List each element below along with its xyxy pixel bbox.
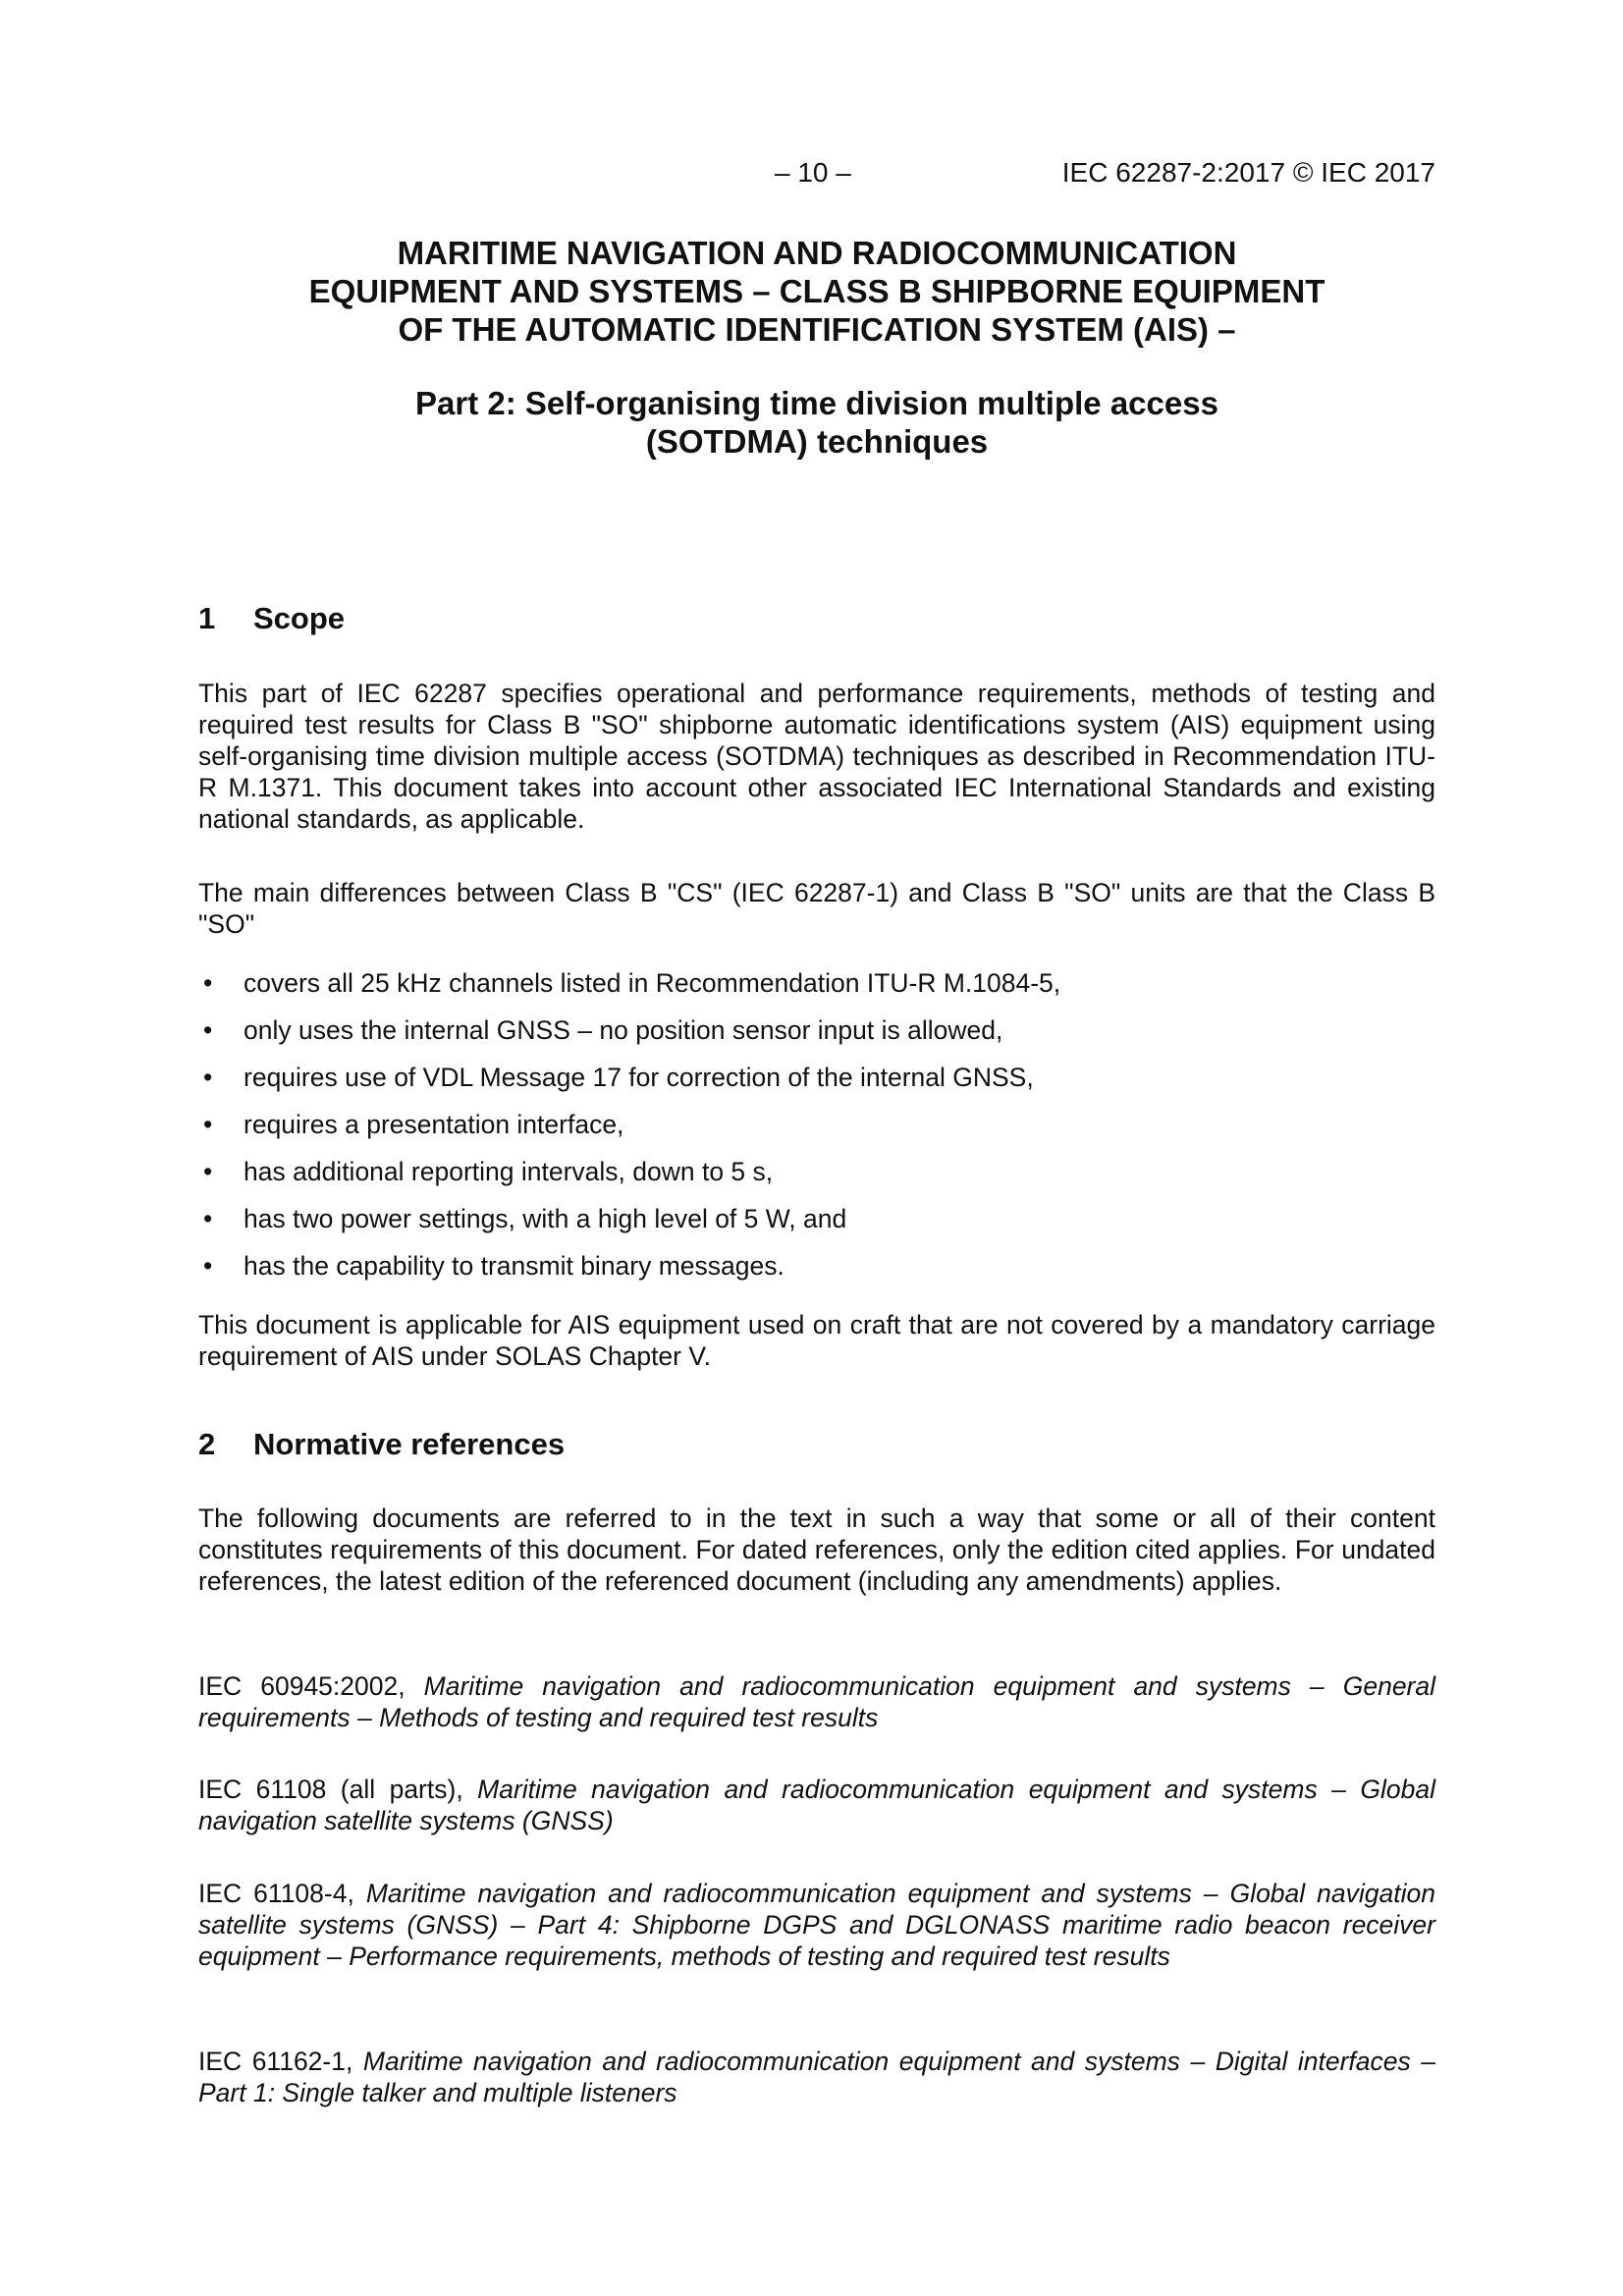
paragraph: This document is applicable for AIS equipment used on craft that are not covered by a mandatory carriage requirement of AIS under SOLAS Chapter V. [198, 1310, 1435, 1371]
page-header [198, 157, 1435, 196]
paragraph: This part of IEC 62287 specifies operational and performance requirements, methods of testing and required test results for Class B "SO" shipborne automatic identifications system (AIS) equipment using self-organising time division multiple access (SOTDMA) techniques as described in Recommendation ITU-R M.1371. This document takes into account other associated IEC International Standards and existing national standards, as applicable. [198, 679, 1435, 834]
document-title [198, 234, 1435, 461]
normative-intro [198, 1503, 1435, 1597]
reference-entry [198, 2046, 1435, 2108]
bullet-icon: • [203, 1015, 213, 1045]
list-item-text: only uses the internal GNSS – no position sensor input is allowed, [243, 1015, 1003, 1045]
section-title: Scope [253, 601, 346, 635]
scope-paragraph-2 [198, 877, 1435, 940]
main-title-line: OF THE AUTOMATIC IDENTIFICATION SYSTEM (AIS) – [398, 311, 1236, 348]
section-number: 1 [198, 601, 216, 635]
paragraph: The following documents are referred to in the text in such a way that some or all of their content constitutes requirements of this document. For dated references, only the edition cited applies. For undated references, the latest edition of the referenced document (including any amendments) applies. [198, 1503, 1435, 1596]
reference-entry [198, 1878, 1435, 1972]
section-2-heading [198, 1427, 565, 1462]
list-item [198, 1156, 1435, 1203]
bullet-icon: • [203, 1204, 213, 1233]
scope-paragraph-3 [198, 1309, 1435, 1372]
list-item [198, 967, 1435, 1014]
reference-entry [198, 1670, 1435, 1733]
bullet-icon: • [203, 1110, 213, 1139]
reference-title: Maritime navigation and radiocommunication equipment and systems – Global navigation satellite systems (GNSS) – Part 4: Shipborne DGPS and DGLONASS maritime radio beacon receiver equipment – Performance requirements, methods of testing and required test results [198, 1879, 1435, 1971]
bullet-icon: • [203, 1251, 213, 1281]
page-number: – 10 – [775, 157, 851, 188]
list-item-text: covers all 25 kHz channels listed in Recommendation ITU-R M.1084-5, [243, 968, 1061, 998]
reference-title: Maritime navigation and radiocommunication equipment and systems – General requirements – Methods of testing and required test results [198, 1671, 1436, 1732]
list-item [198, 1062, 1435, 1109]
part-title-line: (SOTDMA) techniques [645, 423, 989, 460]
list-item [198, 1109, 1435, 1156]
list-item-text: requires a presentation interface, [243, 1110, 624, 1139]
section-1-heading [198, 601, 345, 636]
bullet-icon: • [203, 1063, 213, 1092]
scope-paragraph-1 [198, 678, 1435, 835]
reference-id: IEC 61162-1, [198, 2047, 353, 2076]
reference-entry [198, 1774, 1435, 1836]
list-item-text: has two power settings, with a high level of 5 W, and [243, 1204, 847, 1233]
reference-title: Maritime navigation and radiocommunication equipment and systems – Digital interfaces – Part 1: Single talker and multiple listeners [198, 2047, 1436, 2107]
paragraph: The main differences between Class B "CS" (IEC 62287-1) and Class B "SO" units are that the Class B "SO" [198, 878, 1435, 939]
part-title-line: Part 2: Self-organising time division multiple access [415, 385, 1218, 421]
reference-id: IEC 61108-4, [198, 1879, 354, 1908]
main-title-line: MARITIME NAVIGATION AND RADIOCOMMUNICATION [397, 235, 1237, 271]
list-item-text: has additional reporting intervals, down to 5 s, [243, 1157, 774, 1186]
main-title-line: EQUIPMENT AND SYSTEMS – CLASS B SHIPBORNE EQUIPMENT [308, 273, 1325, 309]
list-item-text: has the capability to transmit binary messages. [243, 1251, 784, 1281]
reference-id: IEC 60945:2002, [198, 1671, 406, 1701]
list-item [198, 1014, 1435, 1062]
section-title: Normative references [253, 1427, 566, 1461]
list-item [198, 1250, 1435, 1297]
reference-id: IEC 61108 (all parts), [198, 1775, 463, 1804]
bullet-icon: • [203, 968, 213, 998]
document-reference: IEC 62287-2:2017 © IEC 2017 [1061, 157, 1435, 188]
reference-title: Maritime navigation and radiocommunication equipment and systems – Global navigation satellite systems (GNSS) [198, 1775, 1435, 1835]
list-item [198, 1203, 1435, 1250]
part-title [198, 384, 1435, 461]
list-item-text: requires use of VDL Message 17 for correction of the internal GNSS, [243, 1063, 1034, 1092]
section-number: 2 [198, 1427, 216, 1461]
differences-list [198, 967, 1435, 1297]
main-title [198, 234, 1435, 349]
bullet-icon: • [203, 1157, 213, 1186]
